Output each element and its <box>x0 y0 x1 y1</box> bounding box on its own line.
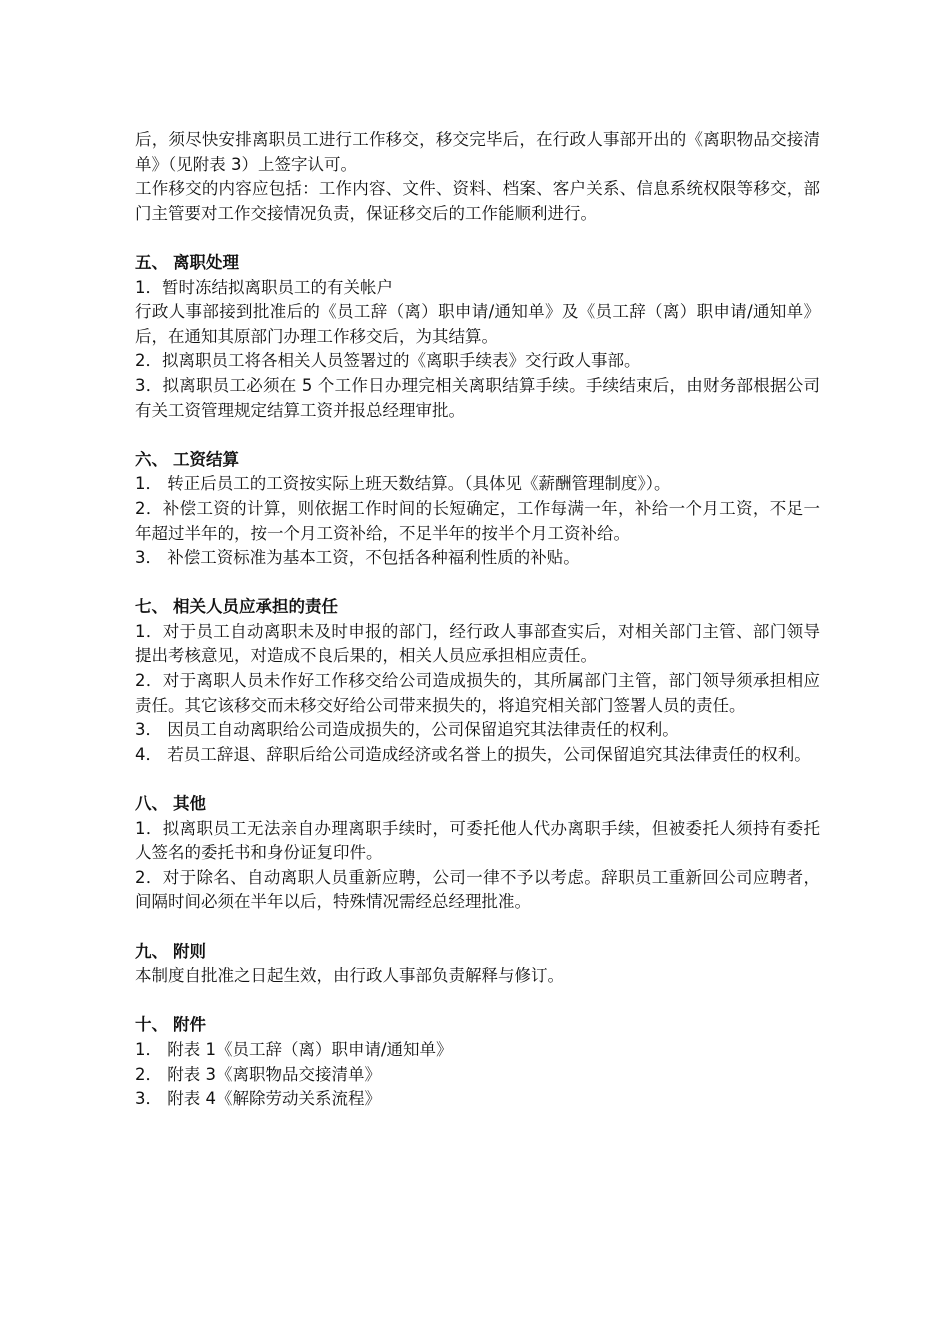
section-supplementary-provisions <box>135 940 820 989</box>
intro-paragraph: 工作移交的内容应包括：工作内容、文件、资料、档案、客户关系、信息系统权限等移交，部门主管要对工作交接情况负责，保证移交后的工作能顺利进行。 <box>135 179 820 223</box>
section-paragraph: 1． 转正后员工的工资按实际上班天数结算。（具体见《薪酬管理制度》）。 <box>135 474 671 494</box>
section-title: 相关人员应承担的责任 <box>173 597 338 617</box>
section-heading <box>135 1013 820 1038</box>
section-paragraph: 3． 因员工自动离职给公司造成损失的，公司保留追究其法律责任的权利。 <box>135 720 679 740</box>
section-paragraph: 2．补偿工资的计算，则依据工作时间的长短确定，工作每满一年，补给一个月工资，不足一年超过半年的，按一个月工资补给，不足半年的按半个月工资补给。 <box>135 498 820 543</box>
section-number: 七、 <box>135 597 168 617</box>
section-paragraph: 1．拟离职员工无法亲自办理离职手续时，可委托他人代办离职手续，但被委托人须持有委托人签名的委托书和身份证复印件。 <box>135 818 820 863</box>
section-responsibilities <box>135 595 820 767</box>
section-other <box>135 792 820 915</box>
section-paragraph: 本制度自批准之日起生效，由行政人事部负责解释与修订。 <box>135 966 564 986</box>
attachment-item: 2． 附表 3《离职物品交接清单》 <box>135 1064 381 1084</box>
section-title: 工资结算 <box>173 449 239 469</box>
section-number: 八、 <box>135 794 168 814</box>
section-title: 离职处理 <box>173 252 239 272</box>
section-heading <box>135 940 820 965</box>
intro-paragraph: 后，须尽快安排离职员工进行工作移交，移交完毕后，在行政人事部开出的《离职物品交接清单》（见附表 3）上签字认可。 <box>135 130 820 174</box>
section-title: 附则 <box>173 941 206 961</box>
section-title: 其他 <box>173 794 206 814</box>
section-paragraph: 2．拟离职员工将各相关人员签署过的《离职手续表》交行政人事部。 <box>135 351 641 371</box>
section-number: 五、 <box>135 252 168 272</box>
section-resignation-handling <box>135 251 820 423</box>
document-body <box>135 128 820 1112</box>
intro-block <box>135 128 820 226</box>
section-paragraph: 2．对于离职人员未作好工作移交给公司造成损失的，其所属部门主管，部门领导须承担相应责任。其它该移交而未移交好给公司带来损失的，将追究相关部门签署人员的责任。 <box>135 671 820 715</box>
section-salary-settlement <box>135 448 820 571</box>
section-attachments <box>135 1013 820 1111</box>
section-number: 六、 <box>135 449 168 469</box>
section-number: 十、 <box>135 1015 168 1035</box>
section-paragraph: 4． 若员工辞退、辞职后给公司造成经济或名誉上的损失，公司保留追究其法律责任的权利。 <box>135 744 811 764</box>
section-paragraph: 行政人事部接到批准后的《员工辞（离）职申请/通知单》及《员工辞（离）职申请/通知单》后，在通知其原部门办理工作移交后，为其结算。 <box>135 302 820 346</box>
section-paragraph: 3．拟离职员工必须在 5 个工作日办理完相关离职结算手续。手续结束后，由财务部根据公司有关工资管理规定结算工资并报总经理审批。 <box>135 375 820 420</box>
section-heading <box>135 595 820 620</box>
attachment-item: 3． 附表 4《解除劳动关系流程》 <box>135 1089 381 1109</box>
section-paragraph: 1．暂时冻结拟离职员工的有关帐户 <box>135 277 393 297</box>
section-heading <box>135 251 820 276</box>
section-paragraph: 1．对于员工自动离职未及时申报的部门，经行政人事部查实后，对相关部门主管、部门领导提出考核意见，对造成不良后果的，相关人员应承担相应责任。 <box>135 621 820 666</box>
section-heading <box>135 792 820 817</box>
section-paragraph: 2．对于除名、自动离职人员重新应聘，公司一律不予以考虑。辞职员工重新回公司应聘者，间隔时间必须在半年以后，特殊情况需经总经理批准。 <box>135 867 820 912</box>
section-paragraph: 3． 补偿工资标准为基本工资，不包括各种福利性质的补贴。 <box>135 548 580 568</box>
section-heading <box>135 448 820 473</box>
section-title: 附件 <box>173 1015 206 1035</box>
section-number: 九、 <box>135 941 168 961</box>
attachment-item: 1． 附表 1《员工辞（离）职申请/通知单》 <box>135 1039 453 1059</box>
